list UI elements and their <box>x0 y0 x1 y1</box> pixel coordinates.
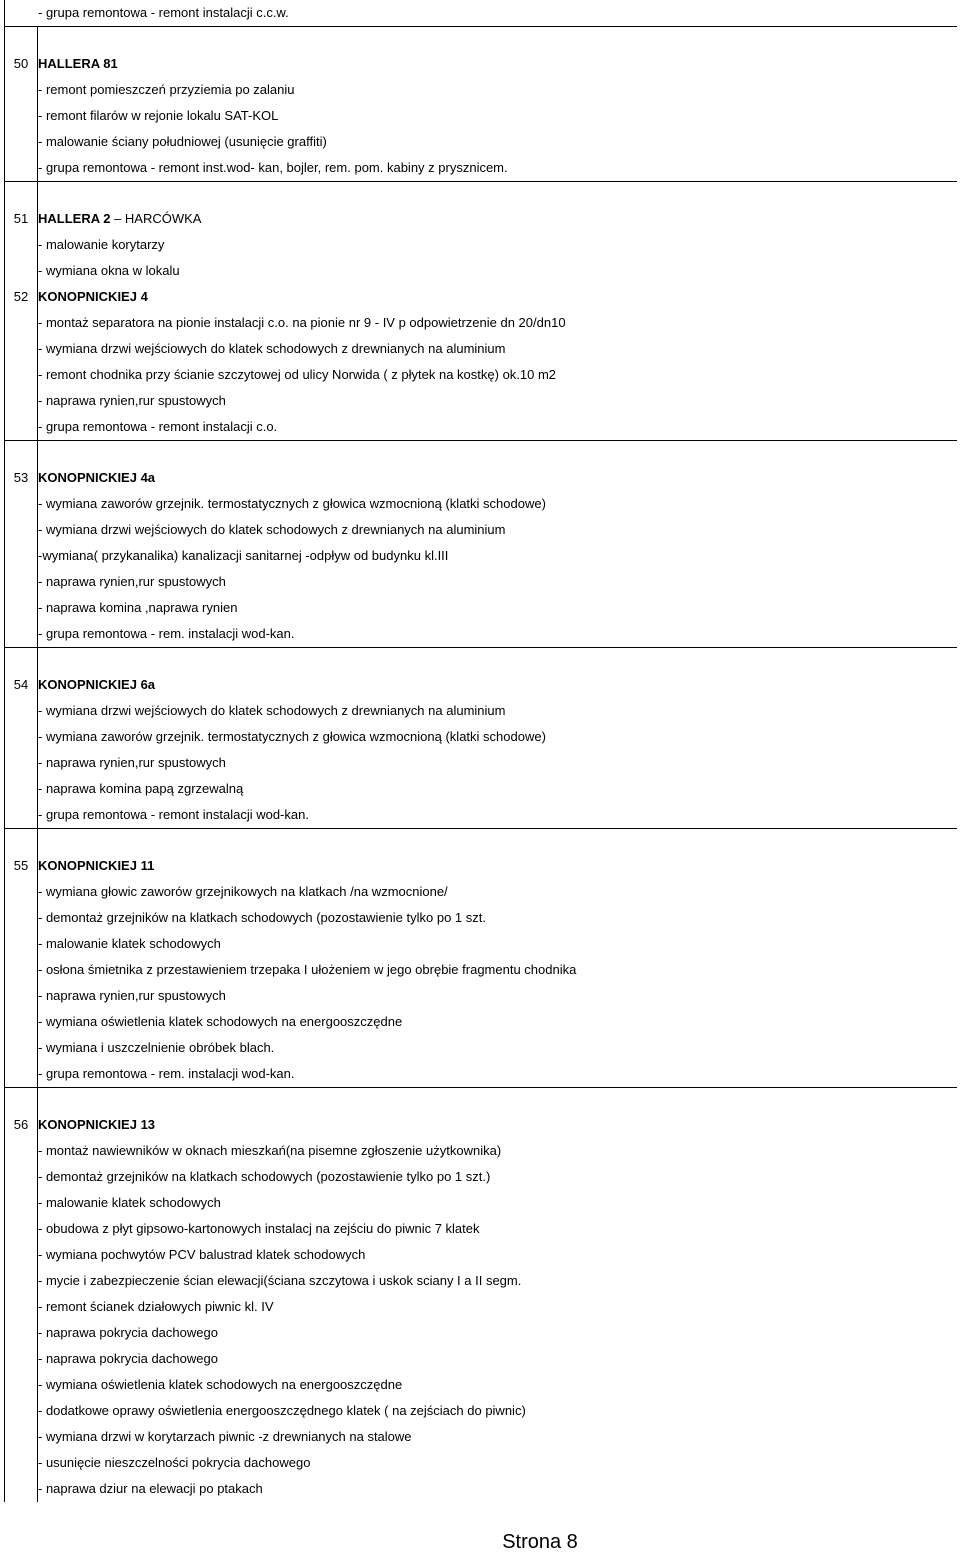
section-gap <box>5 829 957 853</box>
item-text: -wymiana( przykanalika) kanalizacji sanitarnej -odpływ od budynku kl.III <box>38 548 449 563</box>
item-text: - wymiana oświetlenia klatek schodowych na energooszczędne <box>38 1014 403 1029</box>
section-title-text: KONOPNICKIEJ 6a <box>38 677 156 692</box>
section-title-text: KONOPNICKIEJ 13 <box>38 1117 156 1132</box>
item-text: - wymiana oświetlenia klatek schodowych na energooszczędne <box>38 1377 403 1392</box>
item-text: - wymiana drzwi wejściowych do klatek schodowych z drewnianych na aluminium <box>38 703 506 718</box>
list-item <box>5 1398 957 1424</box>
section-number: 56 <box>13 1117 29 1132</box>
item-text: - grupa remontowa - remont instalacji wod-kan. <box>38 807 309 822</box>
list-item <box>5 724 957 750</box>
section-51 <box>5 181 957 284</box>
sections-container <box>5 27 957 1502</box>
section-gap <box>5 27 957 51</box>
item-text: - wymiana drzwi w korytarzach piwnic -z drewnianych na stalowe <box>38 1429 412 1444</box>
page-number: Strona 8 <box>502 1531 578 1553</box>
item-text: - naprawa rynien,rur spustowych <box>38 574 226 589</box>
section-number: 51 <box>13 211 29 226</box>
section-number: 50 <box>13 56 29 71</box>
item-text: - naprawa pokrycia dachowego <box>38 1325 218 1340</box>
item-text: - grupa remontowa - remont inst.wod- kan, bojler, rem. pom. kabiny z prysznicem. <box>38 160 508 175</box>
section-title <box>38 206 201 232</box>
item-text: - wymiana pochwytów PCV balustrad klatek schodowych <box>38 1247 366 1262</box>
list-item <box>5 595 957 621</box>
list-item <box>5 1268 957 1294</box>
section-title <box>38 284 148 310</box>
item-text: - wymiana drzwi wejściowych do klatek schodowych z drewnianych na aluminium <box>38 522 506 537</box>
list-item <box>5 517 957 543</box>
section-header <box>5 51 957 77</box>
section-header <box>5 206 957 232</box>
section-52 <box>5 284 957 440</box>
list-item <box>5 1450 957 1476</box>
continued-line: - grupa remontowa - remont instalacji c.c.w. <box>38 5 289 20</box>
list-item <box>5 776 957 802</box>
list-item <box>5 802 957 828</box>
section-title-text: HALLERA 2 <box>38 211 111 226</box>
list-item <box>5 1138 957 1164</box>
list-item <box>5 1061 957 1087</box>
item-text: - remont pomieszczeń przyziemia po zalaniu <box>38 82 295 97</box>
item-text: - grupa remontowa - rem. instalacji wod-kan. <box>38 626 295 641</box>
list-item <box>5 1372 957 1398</box>
item-text: - naprawa rynien,rur spustowych <box>38 755 226 770</box>
section-number: 55 <box>13 858 29 873</box>
item-text: - naprawa dziur na elewacji po ptakach <box>38 1481 263 1496</box>
section-gap <box>5 441 957 465</box>
list-item <box>5 569 957 595</box>
list-item <box>5 388 957 414</box>
section-title-text: HALLERA 81 <box>38 56 118 71</box>
list-item <box>5 1294 957 1320</box>
section-gap <box>5 648 957 672</box>
item-text: - montaż nawiewników w oknach mieszkań(na pisemne zgłoszenie użytkownika) <box>38 1143 502 1158</box>
list-item <box>5 258 957 284</box>
item-text: - naprawa rynien,rur spustowych <box>38 988 226 1003</box>
item-text: - wymiana zaworów grzejnik. termostatycznych z głowica wzmocnioną (klatki schodowe) <box>38 496 546 511</box>
section-header <box>5 1112 957 1138</box>
list-item <box>5 983 957 1009</box>
list-item <box>5 957 957 983</box>
section-55 <box>5 828 957 1087</box>
section-number: 53 <box>13 470 29 485</box>
section-title <box>38 51 118 77</box>
section-header <box>5 672 957 698</box>
item-text: - wymiana okna w lokalu <box>38 263 180 278</box>
item-text: - wymiana i uszczelnienie obróbek blach. <box>38 1040 275 1055</box>
item-text: - naprawa pokrycia dachowego <box>38 1351 218 1366</box>
section-title <box>38 672 155 698</box>
list-item <box>5 1190 957 1216</box>
item-text: - mycie i zabezpieczenie ścian elewacji(ściana szczytowa i uskok sciany I a II segm. <box>38 1273 522 1288</box>
page-footer <box>0 1530 960 1554</box>
list-item <box>5 129 957 155</box>
item-text: - usunięcie nieszczelności pokrycia dachowego <box>38 1455 311 1470</box>
continued-section <box>5 0 957 27</box>
item-text: - naprawa komina ,naprawa rynien <box>38 600 238 615</box>
section-title-text: KONOPNICKIEJ 11 <box>38 858 155 873</box>
section-gap <box>5 182 957 206</box>
list-item <box>5 77 957 103</box>
item-text: - montaż separatora na pionie instalacji c.o. na pionie nr 9 - IV p odpowietrzenie dn 20/dn10 <box>38 315 566 330</box>
section-50 <box>5 27 957 181</box>
section-title <box>38 465 155 491</box>
item-text: - obudowa z płyt gipsowo-kartonowych instalacj na zejściu do piwnic 7 klatek <box>38 1221 480 1236</box>
list-item <box>5 1346 957 1372</box>
section-title <box>38 853 154 879</box>
list-item <box>5 750 957 776</box>
item-text: - remont chodnika przy ścianie szczytowej od ulicy Norwida ( z płytek na kostkę) ok.10 m2 <box>38 367 557 382</box>
section-number: 54 <box>13 677 29 692</box>
section-header <box>5 465 957 491</box>
item-text: - malowanie klatek schodowych <box>38 936 221 951</box>
list-item <box>5 491 957 517</box>
section-subtitle: – HARCÓWKA <box>110 211 202 226</box>
item-text: - remont ścianek działowych piwnic kl. IV <box>38 1299 274 1314</box>
list-item <box>5 336 957 362</box>
list-item <box>5 879 957 905</box>
item-text: - demontaż grzejników na klatkach schodowych (pozostawienie tylko po 1 szt.) <box>38 1169 491 1184</box>
list-item <box>5 543 957 569</box>
item-text: - malowanie korytarzy <box>38 237 165 252</box>
list-item <box>5 1424 957 1450</box>
list-item <box>5 1320 957 1346</box>
list-item <box>5 362 957 388</box>
section-header <box>5 853 957 879</box>
item-text: - dodatkowe oprawy oświetlenia energooszczędnego klatek ( na zejściach do piwnic) <box>38 1403 526 1418</box>
list-item <box>5 1216 957 1242</box>
item-text: - grupa remontowa - remont instalacji c.o. <box>38 419 278 434</box>
list-item <box>5 931 957 957</box>
item-text: - naprawa komina papą zgrzewalną <box>38 781 244 796</box>
section-title-text: KONOPNICKIEJ 4a <box>38 470 156 485</box>
section-56 <box>5 1087 957 1502</box>
section-54 <box>5 647 957 828</box>
list-item <box>5 1242 957 1268</box>
item-text: - naprawa rynien,rur spustowych <box>38 393 226 408</box>
section-title-text: KONOPNICKIEJ 4 <box>38 289 148 304</box>
section-number: 52 <box>13 289 29 304</box>
list-item <box>5 1009 957 1035</box>
item-text: - osłona śmietnika z przestawieniem trzepaka I ułożeniem w jego obrębie fragmentu chodnika <box>38 962 577 977</box>
document-table <box>4 0 957 1502</box>
item-text: - grupa remontowa - rem. instalacji wod-kan. <box>38 1066 295 1081</box>
list-item <box>5 698 957 724</box>
section-53 <box>5 440 957 647</box>
list-item <box>5 310 957 336</box>
item-text: - malowanie ściany południowej (usunięcie graffiti) <box>38 134 327 149</box>
list-item <box>5 905 957 931</box>
item-text: - wymiana drzwi wejściowych do klatek schodowych z drewnianych na aluminium <box>38 341 506 356</box>
item-text: - wymiana głowic zaworów grzejnikowych na klatkach /na wzmocnione/ <box>38 884 448 899</box>
item-text: - malowanie klatek schodowych <box>38 1195 221 1210</box>
item-text: - demontaż grzejników na klatkach schodowych (pozostawienie tylko po 1 szt. <box>38 910 486 925</box>
section-gap <box>5 1088 957 1112</box>
list-item <box>5 414 957 440</box>
list-item <box>5 155 957 181</box>
list-item <box>5 621 957 647</box>
list-item <box>5 103 957 129</box>
section-header <box>5 284 957 310</box>
item-text: - remont filarów w rejonie lokalu SAT-KOL <box>38 108 279 123</box>
list-item <box>5 1476 957 1502</box>
section-title <box>38 1112 155 1138</box>
list-item <box>5 1035 957 1061</box>
item-text: - wymiana zaworów grzejnik. termostatycznych z głowica wzmocnioną (klatki schodowe) <box>38 729 546 744</box>
list-item <box>5 232 957 258</box>
list-item <box>5 1164 957 1190</box>
